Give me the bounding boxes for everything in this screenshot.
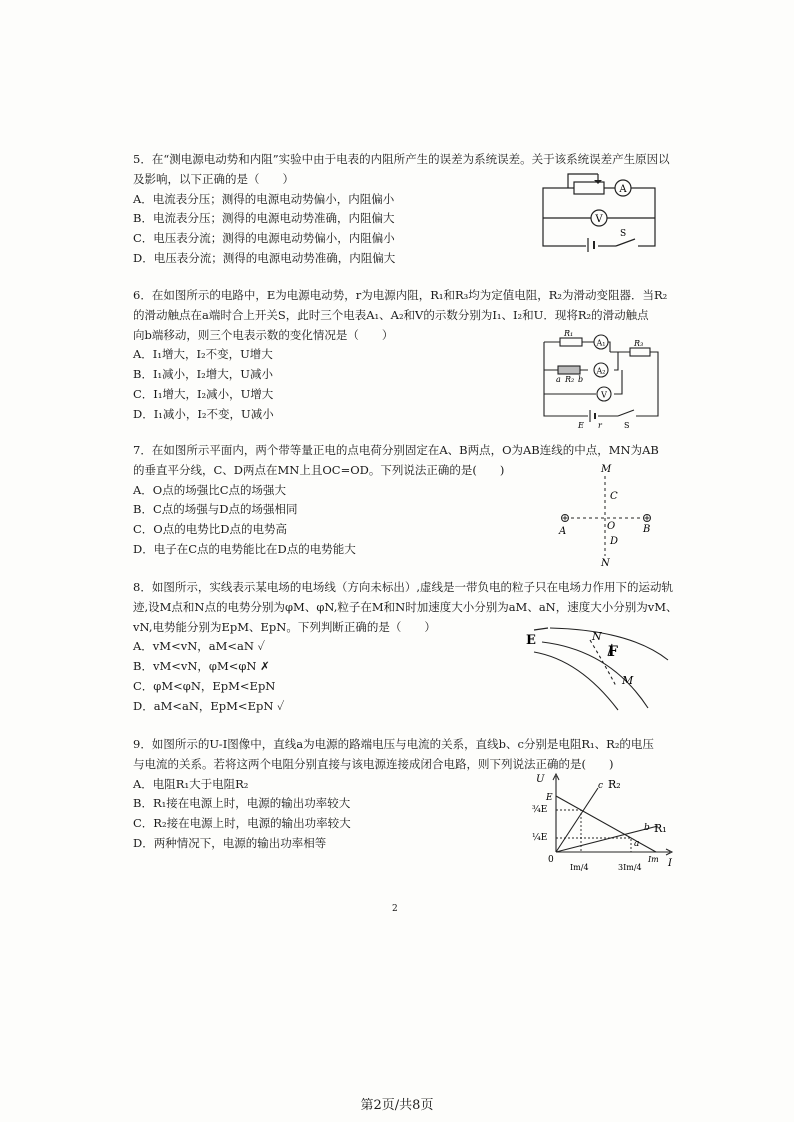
- question-6-stem-line-3: 向b端移动，则三个电表示数的变化情况是（ ）: [133, 327, 394, 342]
- question-5-stem-line-2: 及影响，以下正确的是（ ）: [133, 171, 294, 186]
- question-9-stem-line-2: 与电流的关系。若将这两个电阻分别直接与该电源连接成闭合电路，则下列说法正确的是( ): [133, 756, 614, 771]
- a1-label: A₁: [596, 338, 606, 348]
- question-8-stem-line-2: 迹,设M点和N点的电势分别为φM、φN,粒子在M和N时加速度大小分别为aM、aN，速度大小分别为vM、: [133, 599, 678, 614]
- line-b: [556, 826, 658, 852]
- question-9-option-c: C．R₂接在电源上时，电源的输出功率较大: [133, 816, 351, 831]
- question-8-stem-line-3: vN,电势能分别为EpM、EpN。下列判断正确的是（ ）: [133, 619, 436, 634]
- question-5-option-c: C．电压表分流；测得的电源电动势偏小，内阻偏小: [133, 231, 395, 246]
- point-b-label: B: [643, 524, 651, 535]
- question-6-stem-line-1: 6．在如图所示的电路中，E为电源电动势，r为电源内阻，R₁和R₃均为定值电阻，R₂为滑动变阻器．当R₂: [133, 288, 668, 302]
- r1-label: R₁: [654, 822, 667, 835]
- r2-label: R₂: [565, 375, 575, 384]
- point-o-label: O: [607, 521, 616, 532]
- question-6-option-b: B．I₁减小，I₂增大，U减小: [133, 367, 273, 382]
- field-e-label: E: [526, 633, 536, 648]
- question-5-option-d: D．电压表分流；测得的电源电动势准确，内阻偏大: [133, 250, 396, 265]
- question-7-option-c: C．O点的电势比D点的电势高: [133, 522, 287, 537]
- i-axis-label: I: [668, 858, 672, 869]
- question-8-field-diagram: [520, 620, 670, 712]
- question-8-stem-line-1: 8．如图所示，实线表示某电场的电场线（方向未标出）,虚线是一带负电的粒子只在电场力作用下的运动轨: [133, 580, 673, 594]
- one-fourth-e-label: ¼E: [532, 833, 548, 843]
- three-fourth-e-label: ¾E: [532, 805, 548, 815]
- resistor-r3: [630, 348, 650, 356]
- question-7-charge-diagram: [555, 462, 659, 566]
- line-c-label: c: [598, 781, 604, 791]
- point-a-label: A: [559, 526, 567, 537]
- question-6-stem-line-2: 的滑动触点在a端时合上开关S，此时三个电表A₁、A₂和V的示数分别为I₁、I₂和U．现将R₂的滑动触点: [133, 307, 649, 322]
- point-d-label: D: [610, 536, 619, 547]
- tick-im: Im: [648, 855, 659, 864]
- question-6-circuit-diagram: [538, 330, 664, 430]
- question-6-option-c: C．I₁增大，I₂减小，U增大: [133, 386, 274, 401]
- page-number: 2: [392, 904, 398, 914]
- force-f-label: F: [608, 644, 618, 660]
- ammeter-label: A: [619, 184, 627, 195]
- question-7-option-b: B．C点的场强与D点的场强相同: [133, 502, 298, 517]
- question-5-option-b: B．电流表分压；测得的电源电动势准确，内阻偏大: [133, 211, 395, 226]
- line-b-label: b: [644, 823, 650, 833]
- point-n-label: N: [592, 630, 602, 643]
- question-8-option-c: C．φM<φN，EpM<EpN: [133, 678, 276, 693]
- u-axis-label: U: [536, 774, 545, 785]
- emf-label: E: [578, 421, 584, 430]
- tick-three-quarter-im: 3Im/4: [618, 863, 642, 872]
- question-8-option-a: A．vM<vN，aM<aN ✓: [133, 639, 266, 654]
- r1-label: R₁: [564, 330, 574, 338]
- question-5-circuit-diagram: [538, 170, 662, 252]
- resistor-r1: [560, 338, 582, 346]
- question-7-option-a: A．O点的场强比C点的场强大: [133, 482, 287, 497]
- question-9-ui-graph: [530, 770, 676, 886]
- question-9-stem-line-1: 9．如图所示的U-I图像中，直线a为电源的路端电压与电流的关系，直线b、c分别是电阻R₁、R₂的电压: [133, 737, 654, 751]
- question-8-option-b: B．vM<vN，φM<φN ✗: [133, 659, 270, 674]
- line-a: [556, 796, 656, 852]
- origin-label: 0: [548, 855, 554, 865]
- point-m-label: M: [601, 464, 612, 475]
- switch-label: S: [624, 421, 630, 430]
- question-6-option-a: A．I₁增大，I₂不变，U增大: [133, 347, 273, 362]
- page-footer: 第2页/共8页: [360, 1098, 434, 1113]
- question-8-option-d: D．aM<aN，EpM<EpN ✓: [133, 698, 285, 713]
- point-n-label: N: [601, 558, 610, 566]
- point-c-label: C: [610, 491, 618, 502]
- voltmeter-label: V: [595, 214, 603, 225]
- emf-e-label: E: [546, 793, 553, 803]
- question-5-option-a: A．电流表分压；测得的电源电动势偏小，内阻偏小: [133, 191, 395, 206]
- question-6-option-d: D．I₁减小，I₂不变，U减小: [133, 406, 274, 421]
- tick-im-quarter: Im/4: [570, 863, 589, 872]
- question-9-option-d: D．两种情况下，电源的输出功率相等: [133, 835, 327, 850]
- question-9-option-a: A．电阻R₁大于电阻R₂: [133, 776, 249, 791]
- question-7-stem-line-1: 7．在如图所示平面内，两个带等量正电的点电荷分别固定在A、B两点，O为AB连线的中点，MN为AB: [133, 443, 659, 457]
- question-9-option-b: B．R₁接在电源上时，电源的输出功率较大: [133, 796, 351, 811]
- point-m-label: M: [622, 674, 634, 687]
- v-label: V: [601, 390, 607, 400]
- field-line-3: [534, 652, 618, 710]
- question-5-stem-line-1: 5．在“测电源电动势和内阻”实验中由于电表的内阻所产生的误差为系统误差。关于该系统误差产生原因以: [133, 152, 670, 166]
- r2-label: R₂: [608, 778, 621, 791]
- r3-label: R₃: [634, 339, 644, 348]
- internal-resistance-label: r: [598, 421, 602, 430]
- point-b-label: b: [578, 375, 584, 384]
- question-7-stem-line-2: 的垂直平分线，C、D两点在MN上且OC=OD。下列说法正确的是( ): [133, 462, 505, 477]
- point-a-label: a: [556, 375, 561, 384]
- question-7-option-d: D．电子在C点的电势能比在D点的电势能大: [133, 541, 356, 556]
- switch-label: S: [620, 229, 627, 239]
- rheostat: [574, 182, 604, 194]
- line-a-label: a: [634, 839, 640, 849]
- a2-label: A₂: [596, 366, 606, 376]
- rheostat-r2: [558, 366, 580, 374]
